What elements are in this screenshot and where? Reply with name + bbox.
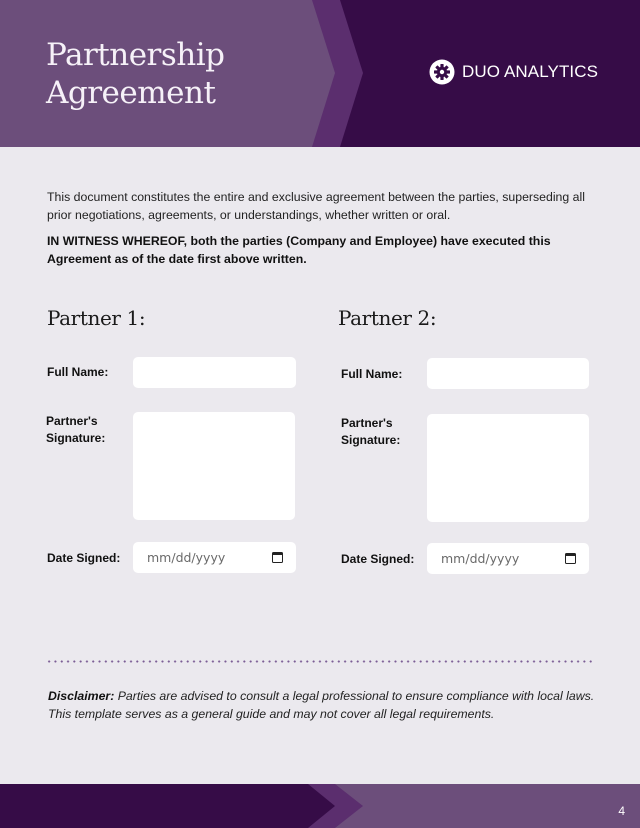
partner-2-date-label: Date Signed:: [341, 552, 415, 566]
partner-1-full-name-input[interactable]: [133, 357, 296, 388]
brand-name: DUO ANALYTICS: [462, 62, 599, 81]
partner-1-signature-box[interactable]: [133, 412, 295, 520]
partner-2-signature-box[interactable]: [427, 414, 589, 522]
partner-1-full-name-label: Full Name:: [47, 365, 109, 379]
calendar-icon[interactable]: [565, 553, 576, 564]
page-title: [46, 36, 225, 112]
date-placeholder: mm/dd/yyyy: [441, 551, 520, 566]
page-number: 4: [618, 804, 625, 818]
gear-icon: [429, 59, 455, 85]
disclaimer-label: Disclaimer:: [48, 689, 115, 703]
partner-2-signature-label: Partner's Signature:: [341, 416, 401, 447]
date-placeholder: mm/dd/yyyy: [147, 550, 226, 565]
intro-paragraph: This document constitutes the entire and exclusive agreement between the parties, superseding all prior negotiations, agreements, or understandings, whether written or oral.: [47, 190, 585, 222]
partner-1-title: Partner 1:: [47, 306, 146, 330]
intro-section: [47, 188, 607, 268]
partner-2-title: Partner 2:: [338, 306, 437, 330]
dotted-divider: [46, 660, 592, 663]
footer-banner: [0, 784, 640, 828]
partner-1-date-label: Date Signed:: [47, 551, 121, 565]
title-line-2: Agreement: [46, 75, 216, 111]
partner-1-signature-label: Partner's Signature:: [46, 414, 106, 445]
partner-2-date-input[interactable]: [427, 543, 589, 574]
partner-1-date-input[interactable]: [133, 542, 296, 573]
header-banner: [0, 0, 640, 147]
disclaimer-text: Parties are advised to consult a legal professional to ensure compliance with local laws. This template serves as a general guide and may not cover all legal requirements.: [48, 689, 595, 721]
witness-statement: IN WITNESS WHEREOF, both the parties (Company and Employee) have executed this Agreement as of the date first above written.: [47, 234, 551, 266]
title-line-1: Partnership: [46, 37, 225, 73]
partner-2-full-name-input[interactable]: [427, 358, 589, 389]
disclaimer: [48, 687, 608, 723]
calendar-icon[interactable]: [272, 552, 283, 563]
brand-logo: [429, 59, 598, 85]
chevron-decoration: [0, 784, 640, 828]
partner-2-full-name-label: Full Name:: [341, 367, 403, 381]
